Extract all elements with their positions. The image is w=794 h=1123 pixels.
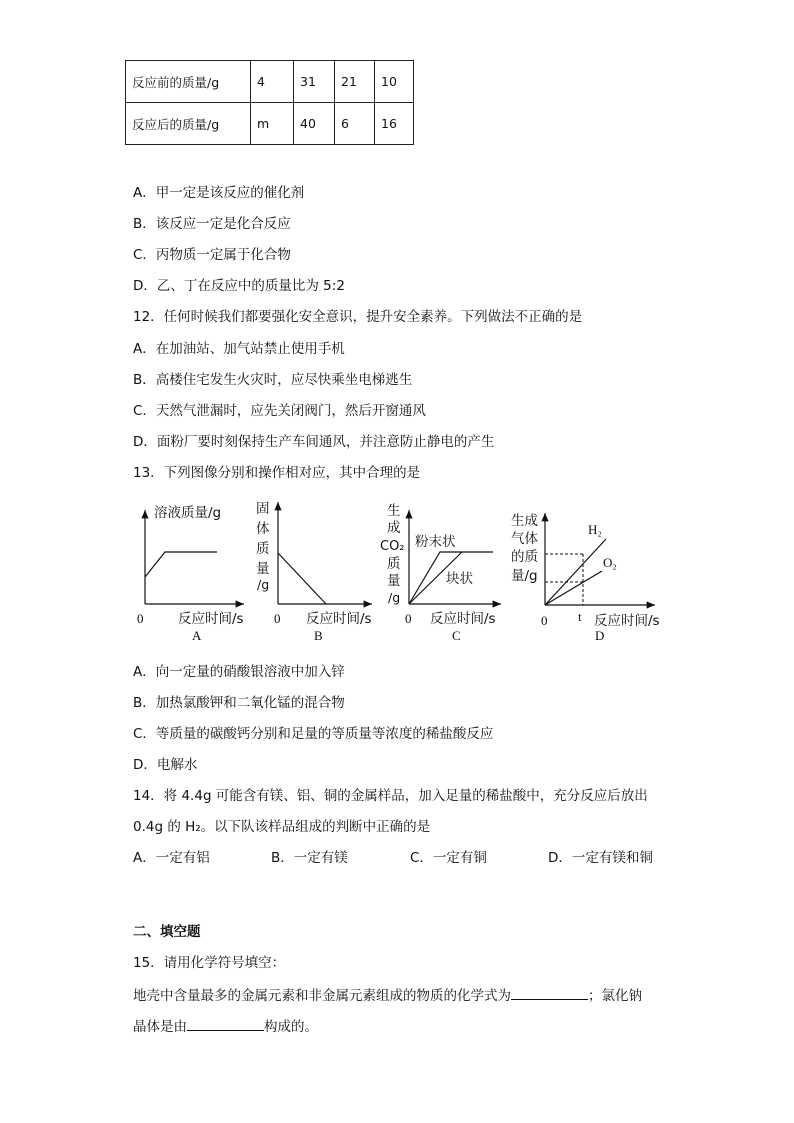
q15-line2-text: 晶体是由 (133, 1019, 187, 1035)
q11-option-a: A．甲一定是该反应的催化剂 (133, 185, 305, 201)
graph-c-label-lump: 块状 (446, 571, 473, 587)
q15-line2-tail: 构成的。 (264, 1019, 318, 1035)
table-cell: 31 (294, 61, 335, 103)
graph-b-xlabel: 反应时间/s (306, 611, 372, 627)
q14-option-a: A．一定有铝 (133, 850, 210, 866)
graph-a-curve (145, 552, 217, 577)
q12-option-b: B．高楼住宅发生火灾时，应尽快乘坐电梯逃生 (133, 372, 413, 388)
graph-d-ylabel: 气体 (511, 531, 538, 547)
graph-c-ylabel: 生 (387, 503, 401, 519)
q11-option-d: D．乙、丁在反应中的质量比为 5:2 (133, 278, 345, 294)
q14-option-d: D．一定有镁和铜 (548, 850, 653, 866)
q11-option-b: B．该反应一定是化合反应 (133, 216, 291, 232)
graph-b-caption: B (314, 628, 323, 643)
graph-c-caption: C (452, 628, 461, 643)
graph-c-label-powder: 粉末状 (415, 534, 456, 550)
table-row (126, 103, 414, 145)
q15-stem: 15．请用化学符号填空： (133, 955, 286, 971)
mass-table (125, 60, 414, 145)
q12-stem: 12．任何时候我们都要强化安全意识，提升安全素养。下列做法不正确的是 (133, 309, 583, 325)
graph-b-ylabel: /g (257, 577, 270, 592)
q14-stem-line2: 0.4g 的 H₂。以下队该样品组成的判断中正确的是 (133, 819, 431, 835)
q12-option-c: C．天然气泄漏时，应先关闭阀门，然后开窗通风 (133, 403, 426, 419)
q14-option-b: B．一定有镁 (271, 850, 348, 866)
q12-option-a: A．在加油站、加气站禁止使用手机 (133, 341, 345, 357)
graph-d-origin: 0 (541, 613, 548, 628)
graph-a-origin: 0 (137, 611, 144, 626)
graph-b-ylabel: 量 (256, 561, 270, 577)
table-cell: 6 (335, 103, 375, 145)
q13-option-a: A．向一定量的硝酸银溶液中加入锌 (133, 664, 345, 680)
graph-c-ylabel: /g (388, 590, 401, 605)
q14-option-c: C．一定有铜 (410, 850, 487, 866)
table-row (126, 61, 414, 103)
graph-d-curve-o2 (545, 571, 602, 605)
q15-line1 (133, 985, 642, 1005)
section-title: 二、填空题 (133, 924, 201, 940)
q14-stem-line1: 14．将 4.4g 可能含有镁、铝、铜的金属样品，加入足量的稀盐酸中，充分反应后放出 (133, 788, 648, 804)
graph-c-ylabel: CO₂ (380, 539, 405, 554)
graph-d-ylabel: 的质 (511, 549, 538, 565)
q13-option-d: D．电解水 (133, 757, 198, 773)
graph-c (380, 502, 501, 643)
graph-d-ylabel: 量/g (511, 568, 538, 584)
graph-b-curve (278, 553, 326, 604)
row-label: 反应后的质量/g (126, 103, 251, 145)
graph-b-origin: 0 (274, 611, 281, 626)
q15-line1-text: 地壳中含量最多的金属元素和非金属元素组成的物质的化学式为 (133, 988, 511, 1004)
graph-c-ylabel: 质 (387, 556, 401, 572)
table-cell: 4 (251, 61, 294, 103)
table-cell: 16 (375, 103, 414, 145)
table-cell: m (251, 103, 294, 145)
graph-a (137, 504, 244, 643)
graph-d-label-o2: O₂ (603, 555, 617, 570)
graph-b (256, 501, 372, 643)
graph-d-label-h2: H₂ (588, 522, 602, 537)
q13-stem: 13．下列图像分别和操作相对应，其中合理的是 (133, 465, 421, 481)
table-cell: 40 (294, 103, 335, 145)
graph-d-caption: D (595, 628, 605, 643)
graph-d-xlabel: 反应时间/s (594, 613, 660, 629)
graph-a-ylabel: 溶液质量/g (154, 505, 222, 521)
graph-c-ylabel: 量 (387, 573, 401, 589)
q13-graphs (0, 495, 794, 645)
graph-b-ylabel: 体 (256, 521, 270, 537)
q13-option-b: B．加热氯酸钾和二氧化锰的混合物 (133, 695, 345, 711)
graph-b-ylabel: 固 (256, 501, 270, 517)
graph-c-origin: 0 (405, 611, 412, 626)
q11-option-c: C．丙物质一定属于化合物 (133, 247, 291, 263)
table-cell: 21 (335, 61, 375, 103)
graph-d (511, 512, 660, 643)
answer-blank-2[interactable] (187, 1016, 264, 1031)
q15-line1-tail: ；氯化钠 (588, 988, 642, 1004)
q13-option-c: C．等质量的碳酸钙分别和足量的等质量等浓度的稀盐酸反应 (133, 726, 494, 742)
q15-line2 (133, 1016, 318, 1036)
graph-c-ylabel: 成 (387, 520, 401, 536)
table-cell: 10 (375, 61, 414, 103)
graph-a-caption: A (192, 628, 202, 643)
graph-d-tick-t: t (578, 609, 582, 624)
graph-c-xlabel: 反应时间/s (430, 611, 496, 627)
row-label: 反应前的质量/g (126, 61, 251, 103)
graph-d-ylabel: 生成 (511, 513, 538, 529)
q12-option-d: D．面粉厂要时刻保持生产车间通风，并注意防止静电的产生 (133, 434, 495, 450)
graph-a-xlabel: 反应时间/s (178, 611, 244, 627)
graph-d-curve-h2 (545, 539, 606, 605)
answer-blank-1[interactable] (511, 985, 588, 1000)
graph-b-ylabel: 质 (256, 541, 270, 557)
